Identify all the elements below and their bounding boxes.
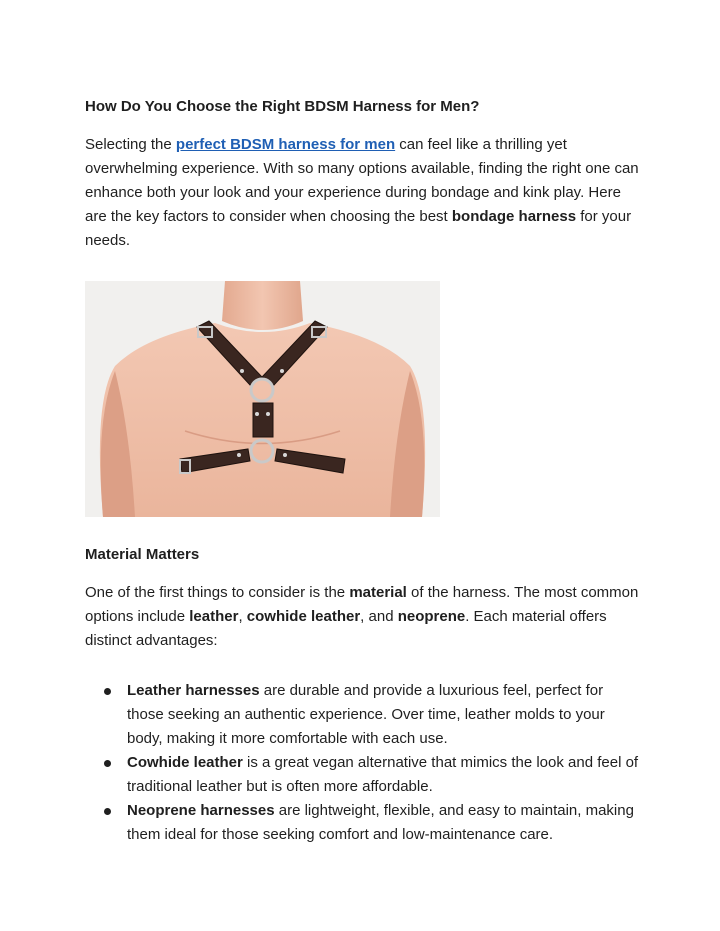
- material-bold-1: material: [349, 584, 407, 601]
- intro-text-1: Selecting the: [85, 136, 176, 153]
- bullet-icon: [104, 688, 111, 695]
- bullet-bold: Neoprene harnesses: [127, 802, 275, 819]
- article-body: [85, 95, 640, 847]
- list-item: [85, 679, 640, 751]
- material-bold-2: leather: [189, 608, 239, 625]
- bullet-icon: [104, 760, 111, 767]
- list-item: [85, 751, 640, 799]
- material-text-5: . Each material offers distinct advantages:: [85, 608, 607, 649]
- material-bullet-list: [85, 679, 640, 847]
- bullet-bold: Leather harnesses: [127, 682, 260, 699]
- bullet-bold: Cowhide leather: [127, 754, 243, 771]
- bullet-text: is a great vegan alternative that mimics the look and feel of traditional leather but is often more affordable.: [127, 754, 639, 795]
- bullet-text: are durable and provide a luxurious feel, perfect for those seeking an authentic experience. Over time, leather molds to your body, making it more comfortable with each use.: [127, 682, 605, 747]
- material-text-1: One of the first things to consider is the: [85, 584, 350, 601]
- rivet-icon: [240, 369, 244, 373]
- bullet-icon: [104, 808, 111, 815]
- harness-center-strap: [253, 403, 273, 437]
- intro-text-2: can feel like a thrilling yet overwhelming experience. With so many options available, finding the right one can enhance both your look and your experience during bondage and kink play. Here are the key factors to consider when choosing the best: [85, 136, 639, 225]
- rivet-icon: [266, 412, 270, 416]
- list-item: [85, 799, 640, 847]
- rivet-icon: [255, 412, 259, 416]
- mannequin-neck: [222, 281, 303, 330]
- material-text-2: of the harness. The most common options include: [85, 584, 639, 625]
- rivet-icon: [280, 369, 284, 373]
- material-bold-3: cowhide leather: [246, 608, 361, 625]
- intro-text-3: for your needs.: [85, 208, 632, 249]
- material-paragraph: [85, 581, 640, 653]
- intro-bold: bondage harness: [451, 208, 577, 225]
- material-text-4: , and: [360, 608, 398, 625]
- material-text-3: ,: [238, 608, 247, 625]
- rivet-icon: [283, 453, 287, 457]
- rivet-icon: [237, 453, 241, 457]
- harness-link[interactable]: perfect BDSM harness for men: [175, 136, 396, 153]
- harness-photo: [85, 281, 440, 517]
- material-bold-4: neoprene: [397, 608, 466, 625]
- intro-paragraph: [85, 133, 640, 253]
- bullet-text: are lightweight, flexible, and easy to maintain, making them ideal for those seeking comfort and low-maintenance care.: [127, 802, 634, 843]
- section-heading-material: Material Matters: [85, 546, 200, 563]
- article-heading: How Do You Choose the Right BDSM Harness for Men?: [85, 98, 480, 115]
